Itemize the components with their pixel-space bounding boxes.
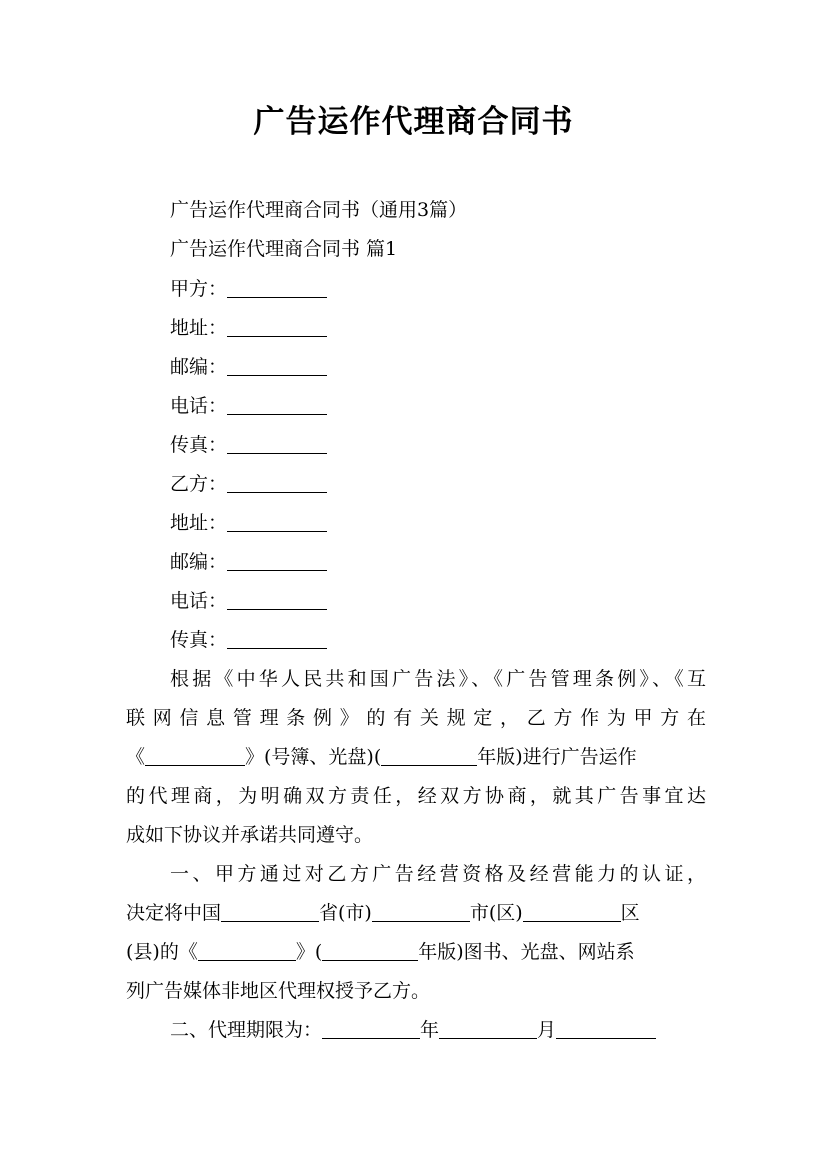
paragraph-line <box>126 738 706 777</box>
field-label: 乙方： <box>170 473 228 495</box>
document-subtitle: 广告运作代理商合同书（通用3篇） <box>170 199 468 221</box>
field-label: 地址： <box>170 317 228 339</box>
party-b-postcode-field <box>170 543 706 582</box>
paragraph-line <box>170 1011 706 1050</box>
fill-in-blank <box>227 626 327 649</box>
field-label: 邮编： <box>170 551 228 573</box>
fill-in-blank <box>227 353 327 376</box>
text-segment: 年版)进行广告运作 <box>477 746 637 768</box>
party-a-field <box>170 270 706 309</box>
document-title: 广告运作代理商合同书 <box>253 104 574 140</box>
paragraph-line <box>126 933 706 972</box>
text-segment: 月 <box>537 1019 557 1041</box>
field-label: 电话： <box>170 395 228 417</box>
party-b-field <box>170 465 706 504</box>
fill-in-blank <box>221 899 319 922</box>
field-label: 甲方： <box>170 278 228 300</box>
fill-in-blank <box>227 509 327 532</box>
text-segment: 年 <box>420 1019 440 1041</box>
fill-in-blank <box>198 938 296 961</box>
fill-in-blank <box>227 392 327 415</box>
field-label: 传真： <box>170 434 228 456</box>
text-segment: 》(号簿、光盘)( <box>245 746 382 768</box>
part-heading: 广告运作代理商合同书 篇1 <box>170 238 398 260</box>
text-segment: 区 <box>620 902 640 924</box>
party-a-postcode-field <box>170 348 706 387</box>
field-label: 传真： <box>170 629 228 651</box>
fill-in-blank <box>381 743 477 766</box>
party-a-fax-field <box>170 426 706 465</box>
fill-in-blank <box>439 1016 537 1039</box>
fill-in-blank <box>556 1016 656 1039</box>
paragraph-line: 成如下协议并承诺共同遵守。 <box>126 824 374 846</box>
fill-in-blank <box>227 548 327 571</box>
fill-in-blank <box>227 587 327 610</box>
fill-in-blank <box>372 899 470 922</box>
text-segment: 市(区) <box>469 902 523 924</box>
party-b-phone-field <box>170 582 706 621</box>
text-segment: 省(市) <box>319 902 372 924</box>
text-segment: 》( <box>295 941 323 963</box>
fill-in-blank <box>227 470 327 493</box>
text-segment: (县)的《 <box>126 941 198 963</box>
fill-in-blank <box>523 899 621 922</box>
party-b-address-field <box>170 504 706 543</box>
fill-in-blank <box>322 938 418 961</box>
text-segment: 《 <box>126 746 146 768</box>
paragraph-line: 的代理商，为明确双方责任，经双方协商，就其广告事宜达 <box>126 785 706 807</box>
fill-in-blank <box>322 1016 420 1039</box>
field-label: 地址： <box>170 512 228 534</box>
party-b-fax-field <box>170 621 706 660</box>
party-a-address-field <box>170 309 706 348</box>
text-segment: 决定将中国 <box>126 902 222 924</box>
text-segment: 年版)图书、光盘、网站系 <box>418 941 635 963</box>
paragraph-line: 联网信息管理条例》的有关规定，乙方作为甲方在 <box>126 707 706 729</box>
paragraph-line: 根据《中华人民共和国广告法》、《广告管理条例》、《互 <box>170 668 706 690</box>
fill-in-blank <box>227 314 327 337</box>
paragraph-line: 一、甲方通过对乙方广告经营资格及经营能力的认证， <box>170 863 706 885</box>
fill-in-blank <box>227 275 327 298</box>
field-label: 电话： <box>170 590 228 612</box>
paragraph-line <box>126 894 706 933</box>
field-label: 邮编： <box>170 356 228 378</box>
party-a-phone-field <box>170 387 706 426</box>
paragraph-line: 列广告媒体非地区代理权授予乙方。 <box>126 980 431 1002</box>
fill-in-blank <box>145 743 245 766</box>
text-segment: 二、代理期限为： <box>170 1019 323 1041</box>
fill-in-blank <box>227 431 327 454</box>
